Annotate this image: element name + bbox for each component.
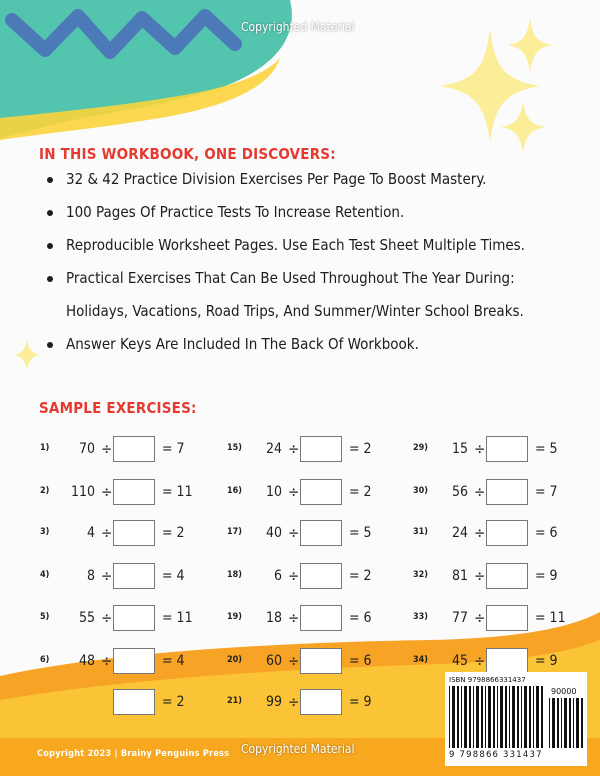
barcode-bar [521, 686, 522, 748]
dividend: 48 [78, 653, 95, 669]
quotient: = 6 [349, 653, 372, 669]
exercise-number: 33) [413, 612, 428, 622]
isbn-label: ISBN 9798866331437 [449, 676, 526, 684]
exercise-number: 4) [40, 570, 50, 580]
exercise-number: 30) [413, 486, 428, 496]
barcode-bar [536, 686, 539, 748]
feature-list [44, 170, 564, 353]
exercise-number: 15) [227, 443, 242, 453]
exercise-number: 20) [227, 655, 242, 665]
exercise-item [227, 479, 377, 505]
exercise-number: 34) [413, 655, 428, 665]
answer-box[interactable] [113, 648, 155, 674]
exercise-number: 19) [227, 612, 242, 622]
list-item: Answer Keys Are Included In The Back Of Workbook. [44, 335, 564, 353]
answer-box[interactable] [486, 520, 528, 546]
barcode-bar [541, 686, 543, 748]
dividend: 40 [265, 525, 282, 541]
barcode-bars-main [449, 686, 545, 748]
quotient: = 11 [535, 610, 566, 626]
exercise-item [40, 605, 193, 631]
answer-box[interactable] [300, 520, 342, 546]
exercise-number: 1) [40, 443, 50, 453]
barcode-bar [573, 698, 574, 748]
exercise-item [227, 436, 377, 462]
divide-sign: ÷ [288, 440, 300, 458]
star-small-right [501, 102, 545, 152]
exercise-item [227, 605, 377, 631]
dividend: 4 [86, 525, 95, 541]
exercise-number: 31) [413, 527, 428, 537]
barcode-bar [581, 698, 583, 748]
exercise-item [40, 520, 190, 546]
star-small-top [508, 18, 552, 72]
answer-box[interactable] [113, 436, 155, 462]
quotient: = 2 [162, 525, 185, 541]
answer-box[interactable] [486, 605, 528, 631]
barcode-bar [493, 686, 495, 748]
divide-sign: ÷ [101, 483, 113, 501]
answer-box[interactable] [113, 605, 155, 631]
quotient: = 4 [162, 568, 185, 584]
exercise-number: 29) [413, 443, 428, 453]
divide-sign: ÷ [288, 652, 300, 670]
answer-box[interactable] [300, 689, 342, 715]
divide-sign: ÷ [288, 567, 300, 585]
barcode-bar [473, 686, 474, 748]
exercise-item [40, 479, 193, 505]
quotient: = 2 [349, 568, 372, 584]
dividend: 60 [265, 653, 282, 669]
exercise-number: 6) [40, 655, 50, 665]
dividend: 24 [451, 525, 468, 541]
quotient: = 2 [349, 441, 372, 457]
divide-sign: ÷ [474, 524, 486, 542]
exercise-item [413, 563, 563, 589]
dividend: 77 [451, 610, 468, 626]
barcode-bar [485, 686, 486, 748]
quotient: = 11 [162, 610, 193, 626]
divide-sign: ÷ [288, 693, 300, 711]
answer-box[interactable] [486, 648, 528, 674]
divide-sign: ÷ [288, 483, 300, 501]
exercise-item [413, 605, 566, 631]
exercise-item [413, 648, 563, 674]
dividend: 55 [78, 610, 95, 626]
list-item: Reproducible Worksheet Pages. Use Each Test Sheet Multiple Times. [44, 236, 564, 254]
exercise-item [413, 479, 563, 505]
exercise-item [413, 520, 563, 546]
barcode-bar [529, 686, 531, 748]
barcode [445, 672, 587, 766]
exercise-item [227, 563, 377, 589]
dividend: 6 [273, 568, 282, 584]
barcode-bar [488, 686, 491, 748]
answer-box[interactable] [486, 436, 528, 462]
dividend: 24 [265, 441, 282, 457]
intro-heading: IN THIS WORKBOOK, ONE DISCOVERS: [39, 145, 336, 163]
answer-box[interactable] [300, 479, 342, 505]
barcode-bar [509, 686, 510, 748]
exercise-number: 3) [40, 527, 50, 537]
quotient: = 7 [535, 484, 558, 500]
watermark-bottom: Copyrighted Material [241, 742, 355, 756]
barcode-bar [549, 698, 550, 748]
answer-box[interactable] [113, 563, 155, 589]
barcode-bar [576, 698, 579, 748]
exercise-item [413, 436, 563, 462]
barcode-bar [512, 686, 515, 748]
exercise-number: 2) [40, 486, 50, 496]
isbn-digits: 9 798866 331437 [449, 750, 543, 760]
divide-sign: ÷ [474, 609, 486, 627]
barcode-bar [461, 686, 462, 748]
answer-box[interactable] [113, 520, 155, 546]
barcode-bar [452, 686, 455, 748]
star-left [14, 340, 40, 370]
barcode-bar [564, 698, 567, 748]
barcode-bar [457, 686, 459, 748]
answer-box[interactable] [300, 563, 342, 589]
answer-box[interactable] [300, 648, 342, 674]
divide-sign: ÷ [101, 652, 113, 670]
barcode-bar [557, 698, 559, 748]
exercise-number: 16) [227, 486, 242, 496]
barcode-bar [469, 686, 471, 748]
quotient: = 2 [162, 694, 185, 710]
quotient: = 9 [535, 653, 558, 669]
quotient: = 5 [535, 441, 558, 457]
list-item: Practical Exercises That Can Be Used Throughout The Year During: Holidays, Vacations, Road Trips, And Summer/Winter School Breaks. [44, 269, 564, 320]
quotient: = 5 [349, 525, 372, 541]
exercise-number: 5) [40, 612, 50, 622]
barcode-bar [481, 686, 483, 748]
divide-sign: ÷ [474, 483, 486, 501]
barcode-bar [552, 698, 555, 748]
list-item: 100 Pages Of Practice Tests To Increase Retention. [44, 203, 564, 221]
dividend: 110 [70, 484, 95, 500]
answer-box[interactable] [486, 563, 528, 589]
answer-box[interactable] [113, 689, 155, 715]
list-item: 32 & 42 Practice Division Exercises Per Page To Boost Mastery. [44, 170, 564, 188]
answer-box[interactable] [486, 479, 528, 505]
exercise-item [40, 648, 190, 674]
answer-box[interactable] [300, 605, 342, 631]
dividend: 56 [451, 484, 468, 500]
exercise-item [227, 689, 377, 715]
footer-copyright: Copyright 2023 | Brainy Penguins Press [37, 749, 230, 759]
watermark-top: Copyrighted Material [241, 20, 355, 34]
divide-sign: ÷ [288, 524, 300, 542]
dividend: 45 [451, 653, 468, 669]
quotient: = 9 [349, 694, 372, 710]
dividend: 99 [265, 694, 282, 710]
barcode-bar [561, 698, 562, 748]
samples-heading: SAMPLE EXERCISES: [39, 399, 197, 417]
quotient: = 6 [349, 610, 372, 626]
quotient: = 9 [535, 568, 558, 584]
divide-sign: ÷ [101, 567, 113, 585]
exercise-number: 17) [227, 527, 242, 537]
barcode-bar [476, 686, 479, 748]
quotient: = 2 [349, 484, 372, 500]
divide-sign: ÷ [474, 440, 486, 458]
quotient: = 11 [162, 484, 193, 500]
exercise-item [40, 563, 190, 589]
exercise-number: 18) [227, 570, 242, 580]
dividend: 81 [451, 568, 468, 584]
barcode-bar [524, 686, 527, 748]
barcode-bar [497, 686, 498, 748]
dividend: 18 [265, 610, 282, 626]
barcode-bars-price [549, 698, 583, 748]
price-code: 90000 [551, 687, 577, 696]
dividend: 15 [451, 441, 468, 457]
quotient: = 7 [162, 441, 185, 457]
divide-sign: ÷ [101, 440, 113, 458]
dividend: 10 [265, 484, 282, 500]
divide-sign: ÷ [101, 524, 113, 542]
quotient: = 6 [535, 525, 558, 541]
answer-box[interactable] [113, 479, 155, 505]
barcode-bar [500, 686, 503, 748]
exercise-item [40, 689, 190, 715]
exercise-number: 32) [413, 570, 428, 580]
answer-box[interactable] [300, 436, 342, 462]
barcode-bar [449, 686, 450, 748]
exercise-item [227, 648, 377, 674]
exercise-number: 21) [227, 696, 242, 706]
barcode-bar [533, 686, 534, 748]
divide-sign: ÷ [474, 652, 486, 670]
barcode-bar [464, 686, 467, 748]
exercise-item [227, 520, 377, 546]
divide-sign: ÷ [474, 567, 486, 585]
divide-sign: ÷ [288, 609, 300, 627]
exercise-item [40, 436, 190, 462]
barcode-bar [517, 686, 519, 748]
barcode-bar [505, 686, 507, 748]
dividend: 8 [86, 568, 95, 584]
dividend: 70 [78, 441, 95, 457]
divide-sign: ÷ [101, 609, 113, 627]
barcode-bar [569, 698, 571, 748]
quotient: = 4 [162, 653, 185, 669]
